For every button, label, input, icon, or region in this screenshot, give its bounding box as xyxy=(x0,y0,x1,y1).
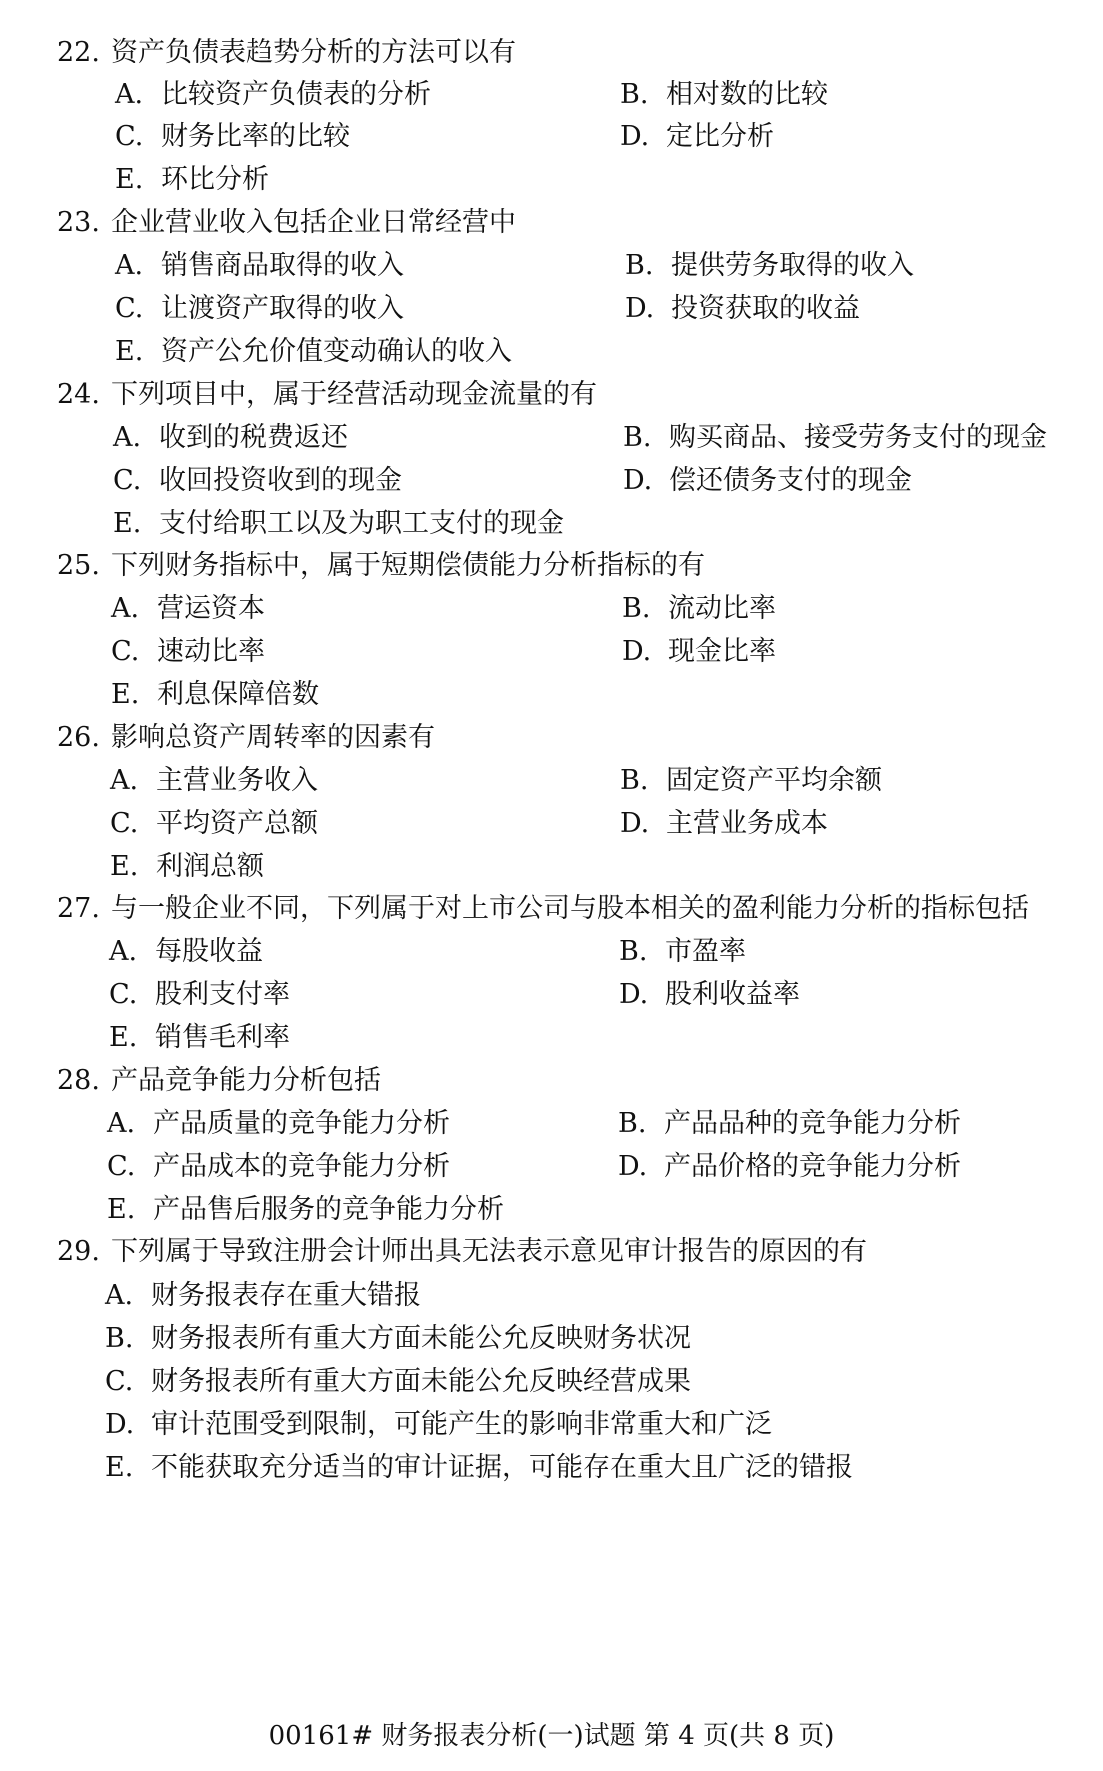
option-text: 资产公允价值变动确认的收入 xyxy=(161,336,512,367)
option-text: 产品售后服务的竞争能力分析 xyxy=(153,1194,504,1225)
option-key: B. xyxy=(625,250,654,281)
option-text: 收到的税费返还 xyxy=(159,422,348,453)
question-text: 下列财务指标中，属于短期偿债能力分析指标的有 xyxy=(111,550,705,581)
question-26-option-b xyxy=(620,761,882,801)
question-26-option-e xyxy=(110,847,264,887)
question-number: 23. xyxy=(57,207,100,238)
option-key: C. xyxy=(115,121,144,152)
question-number: 26. xyxy=(57,722,100,753)
question-25-option-b xyxy=(622,589,776,629)
question-28-option-a xyxy=(107,1104,450,1144)
option-text: 股利支付率 xyxy=(155,979,290,1010)
option-text: 购买商品、接受劳务支付的现金 xyxy=(669,422,1047,453)
question-25-option-c xyxy=(111,632,265,672)
question-26-stem xyxy=(57,718,435,758)
option-key: E. xyxy=(113,508,142,539)
option-key: C. xyxy=(107,1151,136,1182)
option-text: 利润总额 xyxy=(156,851,264,882)
option-key: D. xyxy=(618,1151,648,1182)
question-text: 与一般企业不同，下列属于对上市公司与股本相关的盈利能力分析的指标包括 xyxy=(111,893,1029,924)
option-text: 产品品种的竞争能力分析 xyxy=(664,1108,961,1139)
option-key: D. xyxy=(620,808,650,839)
question-number: 22. xyxy=(57,37,100,68)
question-24-option-a xyxy=(113,418,348,458)
question-29-option-c xyxy=(105,1362,691,1402)
option-key: D. xyxy=(625,293,655,324)
option-key: E. xyxy=(115,164,144,195)
option-text: 主营业务成本 xyxy=(666,808,828,839)
option-text: 平均资产总额 xyxy=(156,808,318,839)
question-28-option-d xyxy=(618,1147,961,1187)
option-text: 相对数的比较 xyxy=(666,79,828,110)
question-27-option-b xyxy=(619,932,746,972)
page-footer: 00161# 财务报表分析(一)试题 第 4 页(共 8 页) xyxy=(268,1721,835,1751)
question-23-option-a xyxy=(115,246,404,286)
option-text: 让渡资产取得的收入 xyxy=(161,293,404,324)
question-25-option-a xyxy=(111,589,265,629)
question-28-option-b xyxy=(618,1104,961,1144)
option-text: 审计范围受到限制，可能产生的影响非常重大和广泛 xyxy=(151,1409,772,1440)
question-25-option-d xyxy=(622,632,776,672)
option-text: 偿还债务支付的现金 xyxy=(669,465,912,496)
option-key: B. xyxy=(623,422,652,453)
option-text: 利息保障倍数 xyxy=(157,679,319,710)
option-text: 提供劳务取得的收入 xyxy=(671,250,914,281)
option-text: 产品质量的竞争能力分析 xyxy=(153,1108,450,1139)
option-key: A. xyxy=(105,1280,134,1311)
option-key: B. xyxy=(620,79,649,110)
option-key: A. xyxy=(109,936,138,967)
option-key: E. xyxy=(115,336,144,367)
question-text: 产品竞争能力分析包括 xyxy=(111,1065,381,1096)
question-27-stem xyxy=(57,889,1029,929)
question-24-option-c xyxy=(113,461,402,501)
question-number: 24. xyxy=(57,379,100,410)
option-key: B. xyxy=(105,1323,134,1354)
option-key: A. xyxy=(115,79,144,110)
option-text: 不能获取充分适当的审计证据，可能存在重大且广泛的错报 xyxy=(151,1452,853,1483)
question-22-option-e xyxy=(115,160,269,200)
option-key: A. xyxy=(107,1108,136,1139)
option-text: 销售毛利率 xyxy=(155,1022,290,1053)
option-key: D. xyxy=(623,465,653,496)
option-key: A. xyxy=(115,250,144,281)
question-number: 29. xyxy=(57,1236,100,1267)
question-22-option-b xyxy=(620,75,828,115)
question-24-option-b xyxy=(623,418,1047,458)
option-key: E. xyxy=(110,851,139,882)
option-text: 财务报表所有重大方面未能公允反映财务状况 xyxy=(151,1323,691,1354)
option-key: A. xyxy=(110,765,139,796)
question-22-option-a xyxy=(115,75,431,115)
question-22-stem xyxy=(57,33,516,73)
question-23-option-b xyxy=(625,246,914,286)
option-key: A. xyxy=(113,422,142,453)
question-25-stem xyxy=(57,546,705,586)
question-23-option-d xyxy=(625,289,860,329)
question-27-option-e xyxy=(109,1018,290,1058)
option-text: 现金比率 xyxy=(668,636,776,667)
option-text: 比较资产负债表的分析 xyxy=(161,79,431,110)
option-key: E. xyxy=(111,679,140,710)
option-key: C. xyxy=(111,636,140,667)
question-text: 影响总资产周转率的因素有 xyxy=(111,722,435,753)
question-22-option-d xyxy=(620,117,774,157)
question-text: 资产负债表趋势分析的方法可以有 xyxy=(111,37,516,68)
question-25-option-e xyxy=(111,675,319,715)
option-text: 环比分析 xyxy=(161,164,269,195)
option-text: 股利收益率 xyxy=(665,979,800,1010)
question-24-option-e xyxy=(113,504,564,544)
option-key: D. xyxy=(105,1409,135,1440)
question-27-option-a xyxy=(109,932,263,972)
question-29-stem xyxy=(57,1232,867,1272)
option-text: 支付给职工以及为职工支付的现金 xyxy=(159,508,564,539)
question-26-option-a xyxy=(110,761,318,801)
question-29-option-e xyxy=(105,1448,853,1488)
option-text: 产品价格的竞争能力分析 xyxy=(664,1151,961,1182)
question-text: 下列属于导致注册会计师出具无法表示意见审计报告的原因的有 xyxy=(111,1236,867,1267)
question-28-option-c xyxy=(107,1147,450,1187)
question-26-option-c xyxy=(110,804,318,844)
option-key: E. xyxy=(105,1452,134,1483)
option-text: 投资获取的收益 xyxy=(671,293,860,324)
option-text: 定比分析 xyxy=(666,121,774,152)
question-26-option-d xyxy=(620,804,828,844)
option-key: D. xyxy=(620,121,650,152)
option-key: C. xyxy=(109,979,138,1010)
option-text: 财务报表所有重大方面未能公允反映经营成果 xyxy=(151,1366,691,1397)
option-text: 速动比率 xyxy=(157,636,265,667)
question-24-option-d xyxy=(623,461,912,501)
option-text: 财务比率的比较 xyxy=(161,121,350,152)
question-number: 25. xyxy=(57,550,100,581)
option-key: C. xyxy=(110,808,139,839)
option-key: B. xyxy=(622,593,651,624)
question-text: 企业营业收入包括企业日常经营中 xyxy=(111,207,516,238)
option-text: 固定资产平均余额 xyxy=(666,765,882,796)
option-text: 收回投资收到的现金 xyxy=(159,465,402,496)
question-23-option-c xyxy=(115,289,404,329)
question-23-option-e xyxy=(115,332,512,372)
option-text: 主营业务收入 xyxy=(156,765,318,796)
question-28-option-e xyxy=(107,1190,504,1230)
question-29-option-d xyxy=(105,1405,772,1445)
question-27-option-d xyxy=(619,975,800,1015)
question-22-option-c xyxy=(115,117,350,157)
question-number: 28. xyxy=(57,1065,100,1096)
option-text: 财务报表存在重大错报 xyxy=(151,1280,421,1311)
option-key: A. xyxy=(111,593,140,624)
question-number: 27. xyxy=(57,893,100,924)
option-key: E. xyxy=(107,1194,136,1225)
option-text: 每股收益 xyxy=(155,936,263,967)
option-text: 营运资本 xyxy=(157,593,265,624)
option-key: C. xyxy=(105,1366,134,1397)
question-27-option-c xyxy=(109,975,290,1015)
option-key: D. xyxy=(622,636,652,667)
question-text: 下列项目中，属于经营活动现金流量的有 xyxy=(111,379,597,410)
option-text: 流动比率 xyxy=(668,593,776,624)
question-29-option-a xyxy=(105,1276,421,1316)
option-key: B. xyxy=(620,765,649,796)
option-key: B. xyxy=(618,1108,647,1139)
option-text: 产品成本的竞争能力分析 xyxy=(153,1151,450,1182)
option-key: C. xyxy=(113,465,142,496)
option-key: E. xyxy=(109,1022,138,1053)
option-key: C. xyxy=(115,293,144,324)
question-28-stem xyxy=(57,1061,381,1101)
question-24-stem xyxy=(57,375,597,415)
question-23-stem xyxy=(57,203,516,243)
option-key: D. xyxy=(619,979,649,1010)
option-text: 销售商品取得的收入 xyxy=(161,250,404,281)
option-text: 市盈率 xyxy=(665,936,746,967)
question-29-option-b xyxy=(105,1319,691,1359)
option-key: B. xyxy=(619,936,648,967)
